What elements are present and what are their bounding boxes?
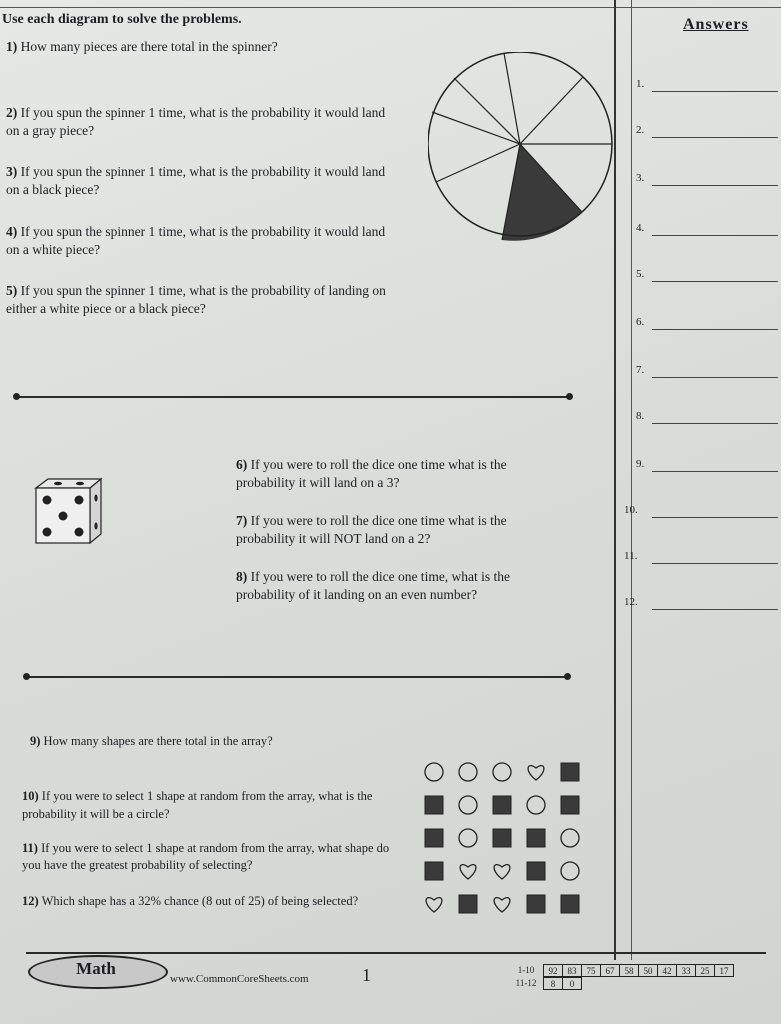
question-text: If you spun the spinner 1 time, what is the probability it would land on a white piece? [6, 224, 386, 257]
answer-number: 9. [636, 458, 645, 470]
question-number: 6) [236, 457, 248, 472]
question-7 [236, 512, 566, 548]
answer-blank[interactable] [652, 185, 778, 186]
question-4 [6, 223, 390, 259]
answer-blank[interactable] [652, 517, 778, 518]
score-cell: 25 [695, 964, 715, 977]
question-text: If you were to roll the dice one time, what is the probability of it landing on an even number? [236, 569, 511, 602]
dice-side-face [90, 479, 101, 543]
answer-number: 1. [636, 78, 645, 90]
question-number: 4) [6, 224, 18, 239]
footer-rule [26, 952, 766, 954]
square-shape [527, 862, 545, 880]
square-shape [527, 829, 545, 847]
section-divider [16, 396, 570, 398]
score-row [508, 964, 734, 977]
score-cell: 75 [581, 964, 601, 977]
score-cell: 0 [562, 977, 582, 990]
question-number: 12) [22, 894, 39, 908]
question-text: If you were to select 1 shape at random from the array, what is the probability it will be a circle? [22, 789, 373, 821]
answers-heading: Answers [683, 16, 749, 33]
question-text: Which shape has a 32% chance (8 out of 25) of being selected? [41, 894, 359, 908]
score-table [508, 964, 734, 990]
question-number: 3) [6, 164, 18, 179]
question-text: How many pieces are there total in the spinner? [20, 39, 278, 54]
header-rule [0, 7, 781, 8]
question-8 [236, 568, 566, 604]
square-shape [425, 829, 443, 847]
score-cell: 33 [676, 964, 696, 977]
answer-number: 5. [636, 268, 645, 280]
heart-shape [528, 766, 544, 780]
answer-blank[interactable] [652, 377, 778, 378]
heart-shape [426, 898, 442, 912]
score-cell: 58 [619, 964, 639, 977]
dice-pip [43, 528, 52, 537]
circle-shape [493, 763, 511, 781]
answer-number: 4. [636, 222, 645, 234]
score-cell: 92 [543, 964, 563, 977]
shape-array [420, 758, 600, 928]
question-2 [6, 104, 390, 140]
dice-side-pip [94, 495, 97, 502]
dice-top-pip [54, 482, 62, 486]
square-shape [561, 763, 579, 781]
question-number: 9) [30, 734, 41, 748]
question-1 [6, 38, 366, 56]
answer-blank[interactable] [652, 329, 778, 330]
heart-shape [460, 865, 476, 879]
answer-blank[interactable] [652, 235, 778, 236]
answer-number: 8. [636, 410, 645, 422]
section-divider [26, 676, 568, 678]
question-6 [236, 456, 566, 492]
question-text: If you spun the spinner 1 time, what is the probability it would land on a black piece? [6, 164, 386, 197]
square-shape [425, 862, 443, 880]
heart-shape [494, 865, 510, 879]
score-row-label: 1-10 [517, 965, 535, 975]
answer-number: 12. [624, 596, 638, 608]
score-cell: 42 [657, 964, 677, 977]
question-text: If you were to roll the dice one time what is the probability it will land on a 3? [236, 457, 507, 490]
score-row [508, 977, 734, 990]
circle-shape [459, 763, 477, 781]
square-shape [425, 796, 443, 814]
question-number: 10) [22, 789, 39, 803]
question-9 [30, 732, 390, 750]
circle-shape [425, 763, 443, 781]
question-text: If you were to roll the dice one time what is the probability it will NOT land on a 2? [236, 513, 507, 546]
circle-shape [527, 796, 545, 814]
dice-side-pip [94, 523, 97, 530]
divider-dot [564, 673, 571, 680]
square-shape [561, 895, 579, 913]
answer-column-divider-inner [631, 0, 632, 960]
question-number: 1) [6, 39, 18, 54]
square-shape [527, 895, 545, 913]
question-text: How many shapes are there total in the array? [43, 734, 273, 748]
divider-dot [23, 673, 30, 680]
question-number: 8) [236, 569, 248, 584]
answer-blank[interactable] [652, 609, 778, 610]
question-3 [6, 163, 390, 199]
square-shape [561, 796, 579, 814]
answer-number: 3. [636, 172, 645, 184]
answer-blank[interactable] [652, 91, 778, 92]
divider-dot [566, 393, 573, 400]
square-shape [493, 829, 511, 847]
answer-blank[interactable] [652, 563, 778, 564]
score-cell: 17 [714, 964, 734, 977]
dice-pip [43, 496, 52, 505]
square-shape [459, 895, 477, 913]
dice-pip [75, 496, 84, 505]
spinner-black-piece [502, 144, 582, 241]
answer-blank[interactable] [652, 423, 778, 424]
answer-number: 2. [636, 124, 645, 136]
score-cell: 83 [562, 964, 582, 977]
question-text: If you spun the spinner 1 time, what is the probability it would land on a gray piece? [6, 105, 386, 138]
question-text: If you were to select 1 shape at random from the array, what shape do you have the greatest probability of selecting? [22, 841, 390, 872]
circle-shape [459, 829, 477, 847]
spinner-divider [520, 77, 583, 144]
question-number: 5) [6, 283, 18, 298]
instructions: Use each diagram to solve the problems. [2, 12, 242, 27]
question-number: 11) [22, 841, 38, 855]
question-11 [22, 840, 398, 874]
question-12 [22, 893, 398, 910]
dice-diagram [30, 476, 110, 548]
spinner-divider [436, 144, 520, 182]
dice-top-pip [76, 482, 84, 486]
heart-shape [494, 898, 510, 912]
answer-number: 10. [624, 504, 638, 516]
question-number: 2) [6, 105, 18, 120]
answer-number: 7. [636, 364, 645, 376]
spinner-divider [432, 112, 520, 144]
spinner-diagram [428, 52, 618, 242]
subject-label: Math [76, 959, 116, 978]
score-cell: 67 [600, 964, 620, 977]
dice-pip [59, 512, 68, 521]
score-cell: 50 [638, 964, 658, 977]
question-text: If you spun the spinner 1 time, what is the probability of landing on either a white piece or a black piece? [6, 283, 386, 316]
circle-shape [459, 796, 477, 814]
question-5 [6, 282, 390, 318]
answer-number: 11. [624, 550, 638, 562]
divider-dot [13, 393, 20, 400]
question-number: 7) [236, 513, 248, 528]
dice-pip [75, 528, 84, 537]
circle-shape [561, 829, 579, 847]
circle-shape [561, 862, 579, 880]
answer-number: 6. [636, 316, 645, 328]
square-shape [493, 796, 511, 814]
answer-blank[interactable] [652, 471, 778, 472]
page-number: 1 [362, 965, 371, 985]
answer-blank[interactable] [652, 137, 778, 138]
website-label: www.CommonCoreSheets.com [170, 973, 309, 985]
score-row-label: 11-12 [515, 978, 537, 988]
question-10 [22, 787, 398, 823]
answer-blank[interactable] [652, 281, 778, 282]
score-cell: 8 [543, 977, 563, 990]
